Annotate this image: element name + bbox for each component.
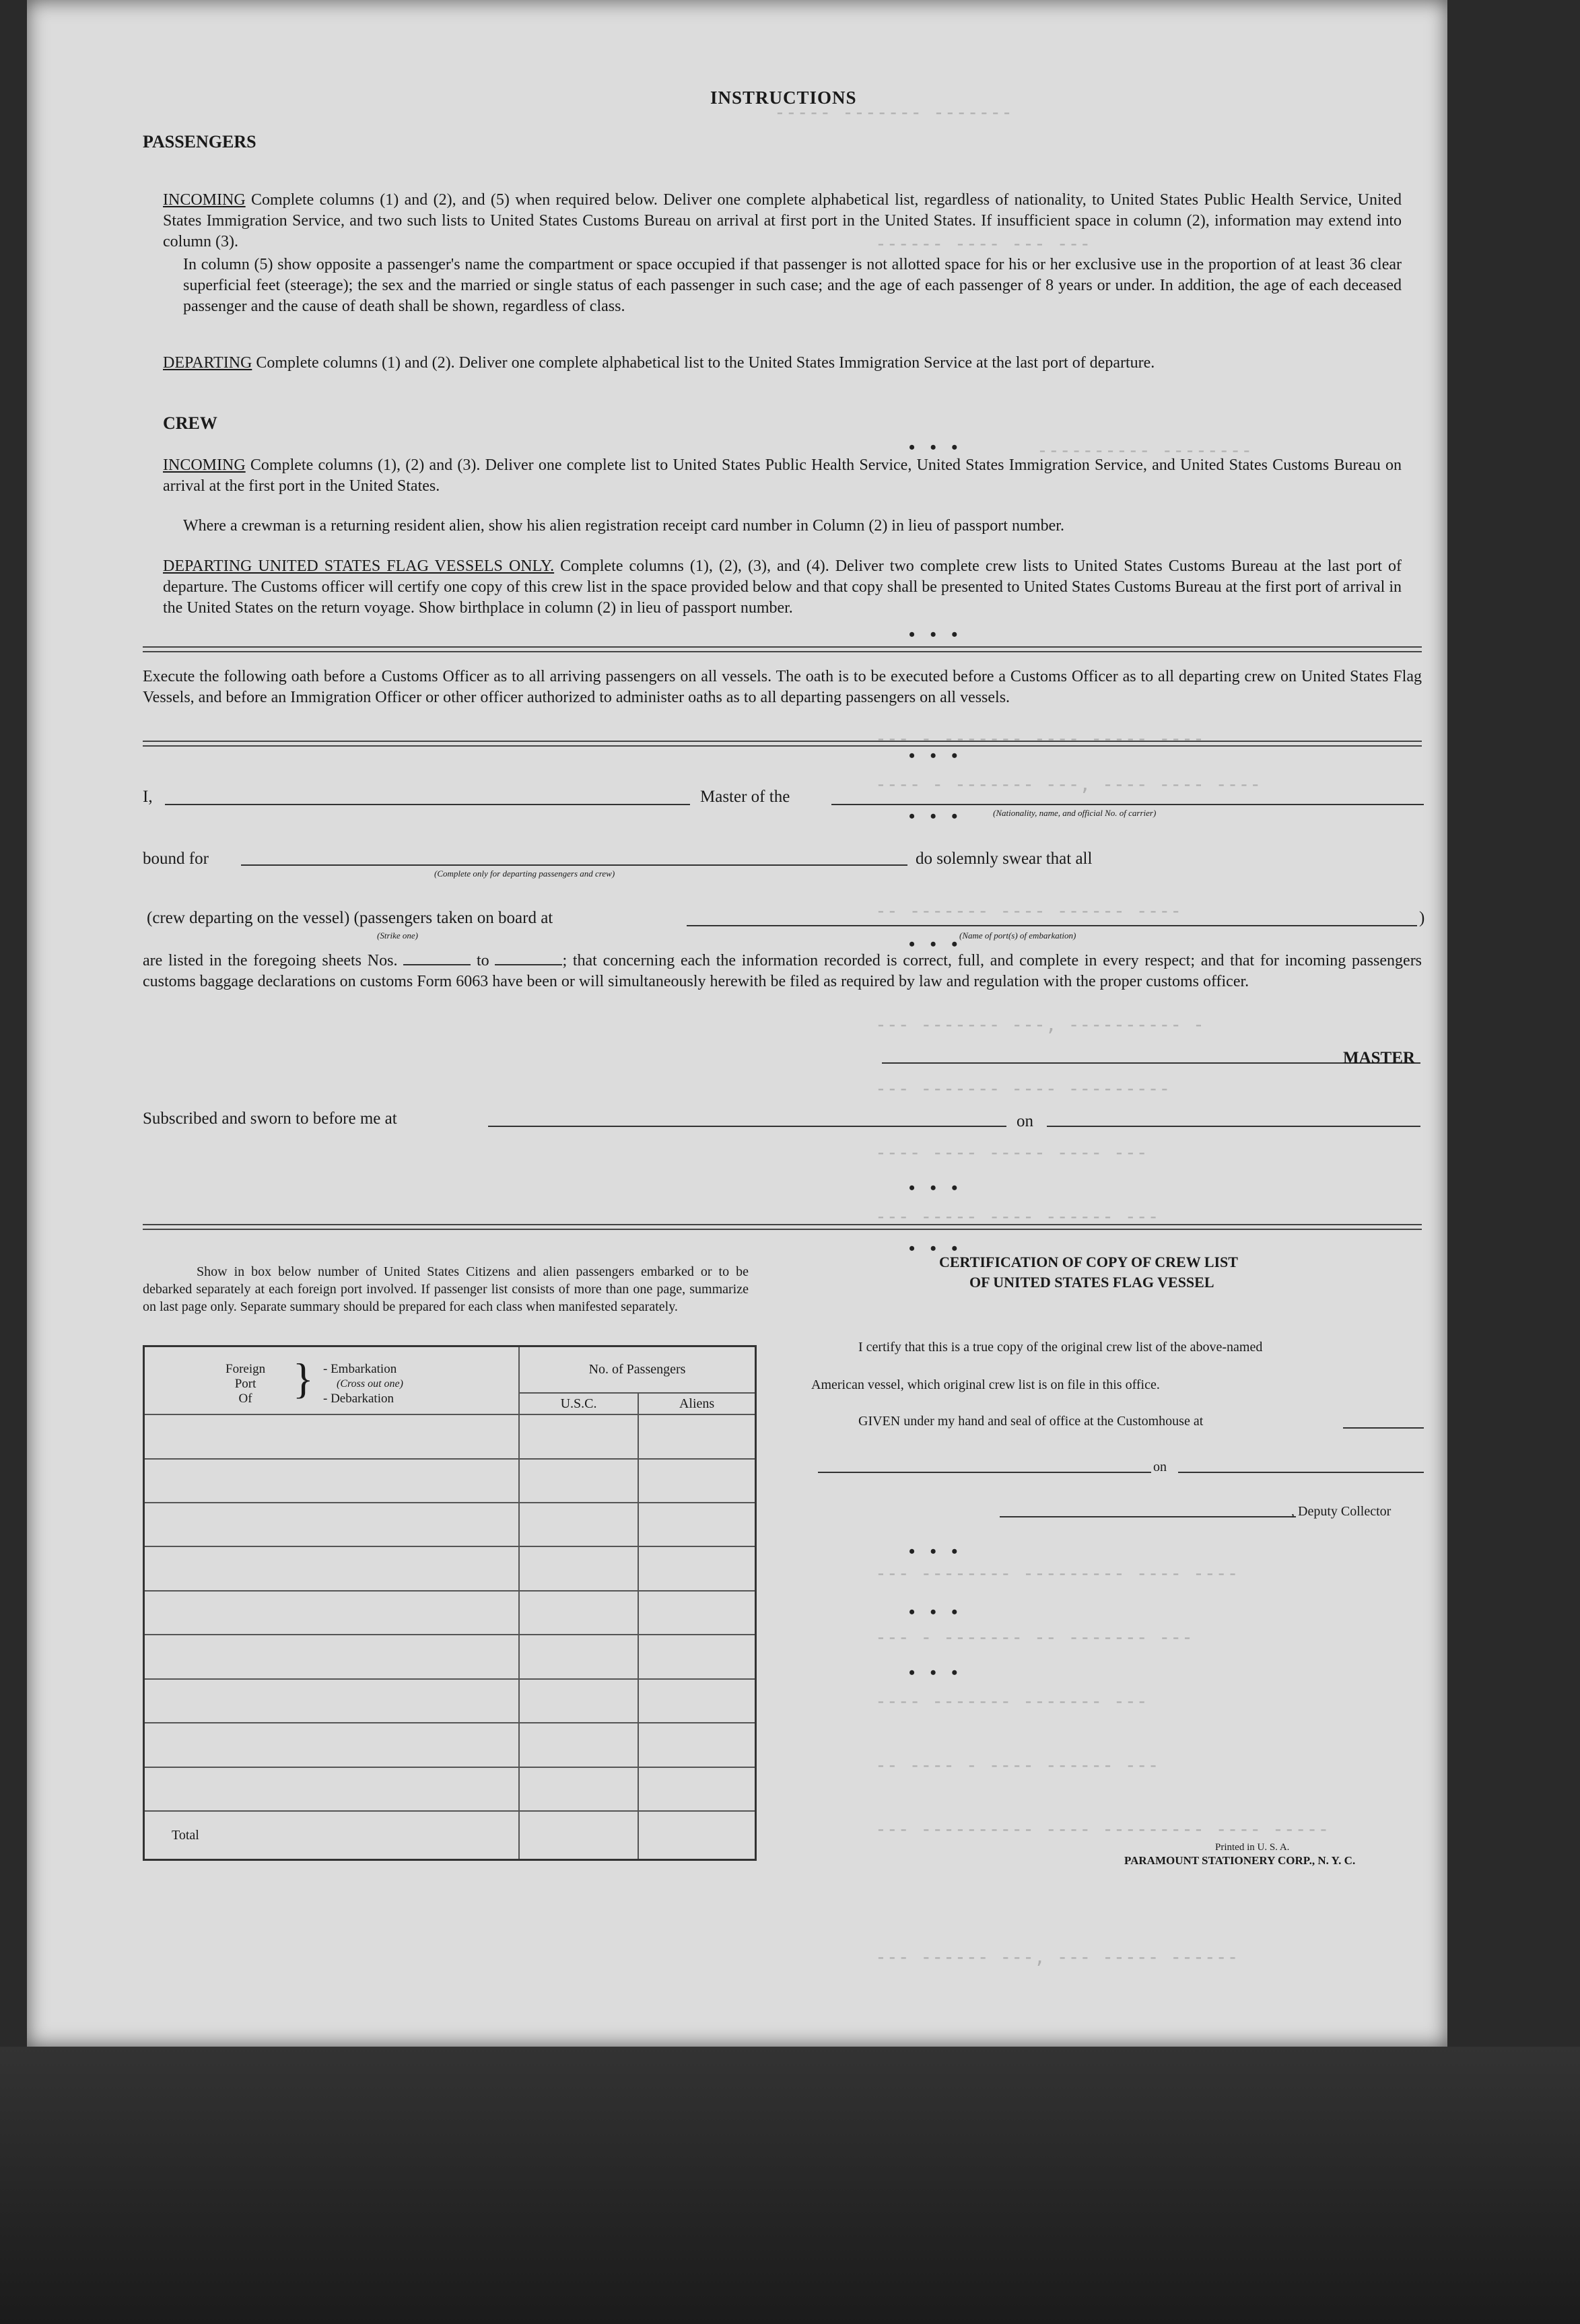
sworn-date-field[interactable] xyxy=(1047,1126,1420,1127)
deputy-collector-label: , Deputy Collector xyxy=(1291,1504,1392,1519)
aliens-cell[interactable] xyxy=(638,1503,755,1546)
divider xyxy=(143,646,1422,652)
aliens-cell[interactable] xyxy=(638,1635,755,1678)
printer-line-2: PARAMOUNT STATIONERY CORP., N. Y. C. xyxy=(1124,1854,1356,1867)
complete-only-note: (Complete only for departing passengers and crew) xyxy=(434,868,615,879)
total-aliens-cell[interactable] xyxy=(638,1811,755,1859)
of-label: Of xyxy=(238,1391,252,1406)
port-cell[interactable] xyxy=(144,1767,520,1811)
sheet-to-field[interactable] xyxy=(495,952,562,965)
usc-cell[interactable] xyxy=(519,1546,638,1590)
sheet-from-field[interactable] xyxy=(403,952,471,965)
listed-to: to xyxy=(477,952,489,969)
master-signature-field[interactable] xyxy=(882,1062,1420,1064)
aliens-cell[interactable] xyxy=(638,1414,755,1458)
port-cell[interactable] xyxy=(144,1546,520,1590)
bound-for-field[interactable] xyxy=(241,864,907,866)
close-paren: ) xyxy=(1419,909,1425,927)
certification-title-2: OF UNITED STATES FLAG VESSEL xyxy=(969,1274,1214,1291)
master-label: MASTER xyxy=(1343,1049,1415,1067)
usc-cell[interactable] xyxy=(519,1723,638,1767)
foreign-label: Foreign xyxy=(226,1361,266,1376)
given-text: GIVEN under my hand and seal of office at the Customhouse at xyxy=(858,1414,1204,1429)
crew-departing-label: DEPARTING UNITED STATES FLAG VESSELS ONLY. xyxy=(163,557,555,575)
crew-resident-paragraph: Where a crewman is a returning resident alien, show his alien registration receipt card number in Column (2) in lieu of passport number. xyxy=(183,517,1064,535)
master-of-label: Master of the xyxy=(700,788,790,806)
embarkation-port-field[interactable] xyxy=(687,925,1417,926)
passengers-column5-paragraph: In column (5) show opposite a passenger's name the compartment or space occupied if that passenger is not allotted space for his or her exclusive use in the proportion of at least 36 clear superficial feet (steerage); the sex and the married or single status of each passenger in such case; and the age of each passenger of 8 years or under. In addition, the age of each deceased passenger and the cause of death shall be shown, regardless of class. xyxy=(183,256,1402,315)
sworn-on-label: on xyxy=(1017,1112,1033,1130)
certification-place-field[interactable] xyxy=(818,1472,1151,1473)
usc-cell[interactable] xyxy=(519,1679,638,1723)
cross-out-note: (Cross out one) xyxy=(337,1377,403,1390)
listed-paragraph xyxy=(143,951,1422,992)
passengers-departing-paragraph xyxy=(163,353,1402,374)
usc-cell[interactable] xyxy=(519,1414,638,1458)
aliens-cell[interactable] xyxy=(638,1546,755,1590)
usc-header: U.S.C. xyxy=(519,1393,638,1414)
page-title: INSTRUCTIONS xyxy=(710,88,857,108)
usc-cell[interactable] xyxy=(519,1635,638,1678)
total-label: Total xyxy=(144,1811,520,1859)
american-vessel-text: American vessel, which original crew list is on file in this office. xyxy=(811,1377,1160,1392)
aliens-cell[interactable] xyxy=(638,1591,755,1635)
divider xyxy=(143,1224,1422,1230)
aliens-cell[interactable] xyxy=(638,1459,755,1503)
nationality-note: (Nationality, name, and official No. of carrier) xyxy=(993,808,1157,818)
crew-incoming-paragraph xyxy=(163,455,1402,497)
brace-icon: } xyxy=(293,1354,314,1402)
carrier-field[interactable] xyxy=(831,804,1424,805)
summary-note: Show in box below number of United States Citizens and alien passengers embarked or to be debarked separately at each foreign port involved. If passenger list consists of more than one page, summarize on last page only. Separate summary should be prepared for each class when manifested separately. xyxy=(143,1264,749,1314)
port-cell[interactable] xyxy=(144,1459,520,1503)
port-cell[interactable] xyxy=(144,1635,520,1678)
usc-cell[interactable] xyxy=(519,1591,638,1635)
strike-one-note: (Strike one) xyxy=(377,930,419,941)
passenger-summary-table xyxy=(143,1345,757,1861)
master-name-field[interactable] xyxy=(165,804,690,805)
crew-departing-label: (crew departing on the vessel) (passengers taken on board at xyxy=(147,909,553,927)
port-cell[interactable] xyxy=(144,1591,520,1635)
aliens-cell[interactable] xyxy=(638,1767,755,1811)
crew-heading: CREW xyxy=(163,413,217,433)
divider xyxy=(143,741,1422,747)
embarkation-label: - Embarkation xyxy=(323,1361,397,1376)
passengers-incoming-label: INCOMING xyxy=(163,191,246,209)
port-cell[interactable] xyxy=(144,1414,520,1458)
certify-text: I certify that this is a true copy of the original crew list of the above-named xyxy=(858,1340,1263,1355)
passengers-departing-text: Complete columns (1) and (2). Deliver one complete alphabetical list to the United States Immigration Service at the last port of departure. xyxy=(252,354,1155,372)
passengers-incoming-text: Complete columns (1) and (2), and (5) when required below. Deliver one complete alphabetical list, regardless of nationality, to United States Public Health Service, United States Immigration Service, and two such lists to United States Customs Bureau on arrival at first port in the United States. If insufficient space in column (2), information may extend into column (3). xyxy=(163,191,1402,250)
passengers-departing-label: DEPARTING xyxy=(163,354,252,372)
deputy-signature-field[interactable] xyxy=(1000,1516,1296,1517)
aliens-cell[interactable] xyxy=(638,1679,755,1723)
port-label: Port xyxy=(234,1376,256,1391)
usc-cell[interactable] xyxy=(519,1767,638,1811)
solemnly-swear-label: do solemnly swear that all xyxy=(916,850,1093,868)
port-header-cell xyxy=(144,1346,520,1415)
certification-date-field[interactable] xyxy=(1178,1472,1424,1473)
sworn-place-field[interactable] xyxy=(488,1126,1006,1127)
port-cell[interactable] xyxy=(144,1503,520,1546)
crew-incoming-text: Complete columns (1), (2) and (3). Deliver one complete list to United States Public Health Service, United States Immigration Service, and United States Customs Bureau on arrival at the first port in the United States. xyxy=(163,456,1402,495)
oath-i-label: I, xyxy=(143,788,153,806)
crew-departing-text: Complete columns (1), (2), (3), and (4). Deliver two complete crew lists to United States Customs Bureau at the last port of departure. The Customs officer will certify one copy of this crew list in the space provided below and that copy shall be presented to United States Customs Bureau at the first port of arrival in the United States on the return voyage. Show birthplace in column (2) in lieu of passport number. xyxy=(163,557,1402,617)
port-cell[interactable] xyxy=(144,1679,520,1723)
crew-departing-paragraph xyxy=(163,556,1402,619)
aliens-cell[interactable] xyxy=(638,1723,755,1767)
debarkation-label: - Debarkation xyxy=(323,1391,394,1406)
crew-incoming-label: INCOMING xyxy=(163,456,246,474)
passengers-heading: PASSENGERS xyxy=(143,132,256,151)
certification-on-label: on xyxy=(1153,1460,1167,1474)
printer-line-1: Printed in U. S. A. xyxy=(1215,1842,1290,1853)
subscribed-label: Subscribed and sworn to before me at xyxy=(143,1109,397,1128)
listed-text-a: are listed in the foregoing sheets Nos. xyxy=(143,952,398,969)
oath-instructions: Execute the following oath before a Customs Officer as to all arriving passengers on all vessels. The oath is to be executed before a Customs Officer as to all departing crew on United States Flag Vessels, and before an Immigration Officer or other officer authorized to administer oaths as to all departing passengers on all vessels. xyxy=(143,668,1422,706)
port-note: (Name of port(s) of embarkation) xyxy=(959,930,1076,941)
passengers-count-header: No. of Passengers xyxy=(519,1346,756,1394)
aliens-header: Aliens xyxy=(638,1393,755,1414)
bound-for-label: bound for xyxy=(143,850,209,868)
certification-title-1: CERTIFICATION OF COPY OF CREW LIST xyxy=(939,1254,1238,1270)
listed-text-b: ; that concerning each the information recorded is correct, full, and complete in every respect; and that for incoming passengers customs baggage declarations on customs Form 6063 have been or will simultaneously herewith be filed as required by law and regulation with the proper customs officer. xyxy=(143,952,1422,990)
customhouse-field[interactable] xyxy=(1343,1427,1424,1429)
passengers-incoming-paragraph xyxy=(163,190,1402,252)
port-cell[interactable] xyxy=(144,1723,520,1767)
usc-cell[interactable] xyxy=(519,1459,638,1503)
scan-background xyxy=(0,2047,1580,2324)
total-usc-cell[interactable] xyxy=(519,1811,638,1859)
usc-cell[interactable] xyxy=(519,1503,638,1546)
